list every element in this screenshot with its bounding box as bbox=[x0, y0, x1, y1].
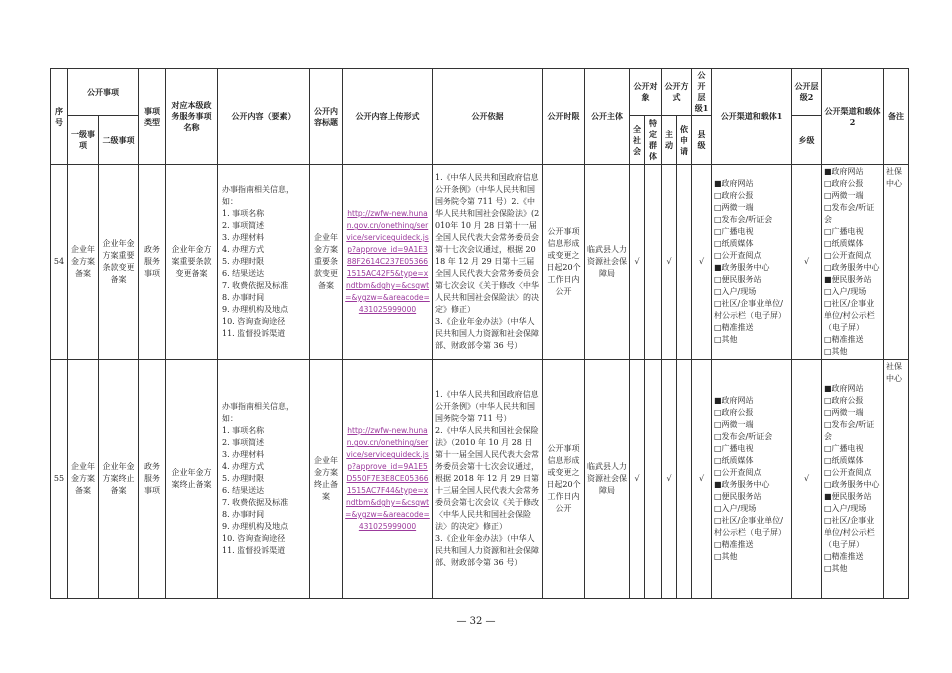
channel-line: □政府公报 bbox=[824, 396, 864, 405]
content-line: 5. 办理时限 bbox=[222, 257, 265, 266]
row-upload-form bbox=[343, 360, 433, 599]
channel-line: ■便民服务站 bbox=[824, 275, 872, 284]
basis-line: 1.《中华人民共和国政府信息公开条例》（中华人民共和国国务院令第 711 号）2.《中华人民共和国社会保险法》(2010年 10 月 28 日第十一届全国人民代表大会常务委员会第十七次会议通过，根据 2018 年 12 月 29 日第十三届全国人民代表大会常务委员会第七次会议《关于修改〈中华人民共和国社会保险法〉的决定》修正） bbox=[435, 173, 540, 314]
channel-line: □广播电视 bbox=[824, 227, 864, 236]
header-subject: 公开主体 bbox=[585, 69, 630, 165]
header-level1: 一级事项 bbox=[68, 116, 99, 165]
content-line: 10. 咨询查询途径 bbox=[222, 534, 286, 543]
header-remark: 备注 bbox=[884, 69, 909, 165]
channel-line: □其他 bbox=[824, 347, 848, 356]
header-seq: 序号 bbox=[51, 69, 68, 165]
content-line: 6. 结果送达 bbox=[222, 269, 265, 278]
disclosure-table bbox=[50, 68, 909, 599]
header-item-type: 事项类型 bbox=[139, 69, 166, 165]
content-line: 8. 办事时间 bbox=[222, 510, 265, 519]
content-line: 2. 事项简述 bbox=[222, 438, 265, 447]
content-line: 4. 办理方式 bbox=[222, 462, 265, 471]
channel-line: □政务服务中心 bbox=[824, 480, 880, 489]
row-remark: 社保中心 bbox=[884, 360, 909, 599]
channel-line: □纸质媒体 bbox=[714, 239, 754, 248]
channel-line: □其他 bbox=[714, 552, 738, 561]
header-channel2: 公开渠道和载体2 bbox=[822, 69, 884, 165]
content-line: 办事指南相关信息，如： bbox=[222, 402, 294, 423]
channel-line: □政务服务中心 bbox=[824, 263, 880, 272]
header-time-limit: 公开时限 bbox=[543, 69, 585, 165]
content-line: 7. 收费依据及标准 bbox=[222, 281, 289, 290]
table-row bbox=[51, 165, 909, 360]
row-subject: 临武县人力资源社会保障局 bbox=[585, 360, 630, 599]
channel-line: ■政务服务中心 bbox=[714, 480, 770, 489]
content-line: 办事指南相关信息，如： bbox=[222, 185, 294, 206]
service-guide-link[interactable]: http://zwfw-new.hunan.gov.cn/onething/service/serviceguideck.jsp?approve_id=9A1E5D550F7E3E8CE053661515AC7F44&type=xndtbm&dghy=&csqwt=&ygzw=&areacode=431025999000 bbox=[345, 426, 430, 531]
basis-line: 3.《企业年金办法》（中华人民共和国人力资源和社会保障部、财政部令第 36 号） bbox=[435, 534, 539, 567]
channel-line: ■政府网站 bbox=[714, 179, 754, 188]
content-line: 7. 收费依据及标准 bbox=[222, 498, 289, 507]
row-content-title: 企业年金方案重要条款变更备案 bbox=[310, 165, 343, 360]
channel-line: □广播电视 bbox=[714, 227, 754, 236]
row-time-limit: 公开事项信息形成或变更之日起20个工作日内公开 bbox=[543, 360, 585, 599]
channel-line: □公开查阅点 bbox=[714, 468, 762, 477]
channel-line: □精准推送 bbox=[714, 540, 754, 549]
row-channel1 bbox=[712, 165, 792, 360]
basis-line: 1.《中华人民共和国政府信息公开条例》（中华人民共和国国务院令第 711 号） bbox=[435, 390, 539, 423]
channel-line: □公开查阅点 bbox=[824, 468, 872, 477]
header-content-title: 公开内容标题 bbox=[310, 69, 343, 165]
row-seq: 55 bbox=[51, 360, 68, 599]
channel-line: ■便民服务站 bbox=[824, 492, 872, 501]
channel-line: □发布会/听证会 bbox=[714, 432, 773, 441]
channel-line: □纸质媒体 bbox=[824, 456, 864, 465]
header-method-request: 依申请 bbox=[677, 116, 692, 165]
row-target-specific bbox=[645, 360, 662, 599]
row-item-type: 政务服务事项 bbox=[139, 360, 166, 599]
channel-line: □公开查阅点 bbox=[824, 251, 872, 260]
channel-line: ■政府网站 bbox=[824, 384, 864, 393]
row-level1: 企业年金方案备案 bbox=[68, 360, 99, 599]
content-line: 4. 办理方式 bbox=[222, 245, 265, 254]
header-level1-group: 公开层级1 bbox=[692, 69, 712, 116]
row-content-title: 企业年金方案终止备案 bbox=[310, 360, 343, 599]
channel-line: □精准推送 bbox=[824, 552, 864, 561]
channel-line: □政府公报 bbox=[824, 179, 864, 188]
header-target: 公开对象 bbox=[630, 69, 662, 116]
service-guide-link[interactable]: http://zwfw-new.hunan.gov.cn/onething/service/serviceguideck.jsp?approve_id=9A1E388F2614C237E053661515AC42F5&type=xndtbm&dghy=&csqwt=&ygzw=&areacode=431025999000 bbox=[345, 209, 430, 314]
channel-line: □广播电视 bbox=[824, 444, 864, 453]
row-seq: 54 bbox=[51, 165, 68, 360]
channel-line: □纸质媒体 bbox=[824, 239, 864, 248]
row-level2: 企业年金方案终止备案 bbox=[99, 360, 139, 599]
channel-line: □广播电视 bbox=[714, 444, 754, 453]
content-line: 8. 办事时间 bbox=[222, 293, 265, 302]
row-method-request bbox=[677, 360, 692, 599]
header-upload-form: 公开内容上传形式 bbox=[343, 69, 433, 165]
table-row bbox=[51, 360, 909, 599]
content-line: 11. 监督投诉渠道 bbox=[222, 329, 286, 338]
header-level-county: 县级 bbox=[692, 116, 712, 165]
channel-line: □两微一端 bbox=[714, 203, 754, 212]
channel-line: ■政府网站 bbox=[824, 167, 864, 176]
channel-line: □精准推送 bbox=[824, 335, 864, 344]
content-line: 1. 事项名称 bbox=[222, 209, 265, 218]
channel-line: □两微一端 bbox=[714, 420, 754, 429]
content-line: 2. 事项简述 bbox=[222, 221, 265, 230]
content-line: 9. 办理机构及地点 bbox=[222, 305, 289, 314]
content-line: 5. 办理时限 bbox=[222, 474, 265, 483]
row-target-all: √ bbox=[630, 165, 645, 360]
row-level-county: √ bbox=[692, 165, 712, 360]
row-level2: 企业年金方案重要条款变更备案 bbox=[99, 165, 139, 360]
row-method-active: √ bbox=[662, 165, 677, 360]
header-level2: 二级事项 bbox=[99, 116, 139, 165]
channel-line: □两微一端 bbox=[824, 191, 864, 200]
channel-line: □两微一端 bbox=[824, 408, 864, 417]
header-method-active: 主动 bbox=[662, 116, 677, 165]
row-level-county: √ bbox=[692, 360, 712, 599]
row-service-name: 企业年金方案重要条款变更备案 bbox=[166, 165, 218, 360]
row-content bbox=[218, 360, 310, 599]
channel-line: □社区/企事业单位/村公示栏（电子屏） bbox=[824, 516, 875, 549]
content-line: 10. 咨询查询途径 bbox=[222, 317, 286, 326]
channel-line: □入户/现场 bbox=[714, 504, 757, 513]
channel-line: □政府公报 bbox=[714, 408, 754, 417]
basis-line: 2.《中华人民共和国社会保险法》（2010 年 10 月 28 日第十一届全国人民代表大会常务委员会第十七次会议通过，根据 2018 年 12 月 29 日第十三届全国人民代表大会常务委员会第七次会议《关于修改〈中华人民共和国社会保险法〉的决定》修正） bbox=[435, 426, 539, 531]
basis-line: 3.《企业年金办法》（中华人民共和国人力资源和社会保障部、财政部令第 36 号） bbox=[435, 317, 539, 350]
channel-line: □社区/企事业单位/村公示栏（电子屏） bbox=[714, 299, 786, 320]
row-remark: 社保中心 bbox=[884, 165, 909, 360]
channel-line: □便民服务站 bbox=[714, 492, 762, 501]
row-level-town: √ bbox=[792, 165, 822, 360]
channel-line: □其他 bbox=[824, 564, 848, 573]
header-level-town: 乡级 bbox=[792, 116, 822, 165]
row-level-town: √ bbox=[792, 360, 822, 599]
channel-line: □入户/现场 bbox=[824, 287, 867, 296]
row-content bbox=[218, 165, 310, 360]
header-service-name: 对应本级政务服务事项名称 bbox=[166, 69, 218, 165]
channel-line: ■政府网站 bbox=[714, 396, 754, 405]
row-channel2 bbox=[822, 165, 884, 360]
row-method-request bbox=[677, 165, 692, 360]
channel-line: □便民服务站 bbox=[714, 275, 762, 284]
channel-line: ■政务服务中心 bbox=[714, 263, 770, 272]
header-channel1: 公开渠道和载体1 bbox=[712, 69, 792, 165]
row-target-specific bbox=[645, 165, 662, 360]
content-line: 6. 结果送达 bbox=[222, 486, 265, 495]
content-line: 9. 办理机构及地点 bbox=[222, 522, 289, 531]
header-method: 公开方式 bbox=[662, 69, 692, 116]
row-time-limit: 公开事项信息形成或变更之日起20个工作日内公开 bbox=[543, 165, 585, 360]
content-line: 11. 监督投诉渠道 bbox=[222, 546, 286, 555]
channel-line: □精准推送 bbox=[714, 323, 754, 332]
channel-line: □纸质媒体 bbox=[714, 456, 754, 465]
row-method-active: √ bbox=[662, 360, 677, 599]
content-line: 1. 事项名称 bbox=[222, 426, 265, 435]
row-basis bbox=[433, 360, 543, 599]
content-line: 3. 办理材料 bbox=[222, 233, 265, 242]
row-basis bbox=[433, 165, 543, 360]
channel-line: □发布会/听证会 bbox=[824, 203, 875, 224]
content-line: 3. 办理材料 bbox=[222, 450, 265, 459]
header-target-specific: 特定群体 bbox=[645, 116, 662, 165]
channel-line: □入户/现场 bbox=[824, 504, 867, 513]
header-content: 公开内容（要素） bbox=[218, 69, 310, 165]
header-level2-group: 公开层级2 bbox=[792, 69, 822, 116]
channel-line: □社区/企事业单位/村公示栏（电子屏） bbox=[824, 299, 875, 332]
row-level1: 企业年金方案备案 bbox=[68, 165, 99, 360]
channel-line: □其他 bbox=[714, 335, 738, 344]
channel-line: □社区/企事业单位/村公示栏（电子屏） bbox=[714, 516, 786, 537]
header-basis: 公开依据 bbox=[433, 69, 543, 165]
channel-line: □入户/现场 bbox=[714, 287, 757, 296]
channel-line: □公开查阅点 bbox=[714, 251, 762, 260]
row-channel1 bbox=[712, 360, 792, 599]
channel-line: □发布会/听证会 bbox=[824, 420, 875, 441]
row-item-type: 政务服务事项 bbox=[139, 165, 166, 360]
row-service-name: 企业年金方案终止备案 bbox=[166, 360, 218, 599]
page-number: — 32 — bbox=[456, 616, 496, 627]
channel-line: □发布会/听证会 bbox=[714, 215, 773, 224]
header-target-all: 全社会 bbox=[630, 116, 645, 165]
row-channel2 bbox=[822, 360, 884, 599]
row-upload-form bbox=[343, 165, 433, 360]
channel-line: □政府公报 bbox=[714, 191, 754, 200]
row-subject: 临武县人力资源社会保障局 bbox=[585, 165, 630, 360]
row-target-all: √ bbox=[630, 360, 645, 599]
header-public-item: 公开事项 bbox=[68, 69, 139, 116]
